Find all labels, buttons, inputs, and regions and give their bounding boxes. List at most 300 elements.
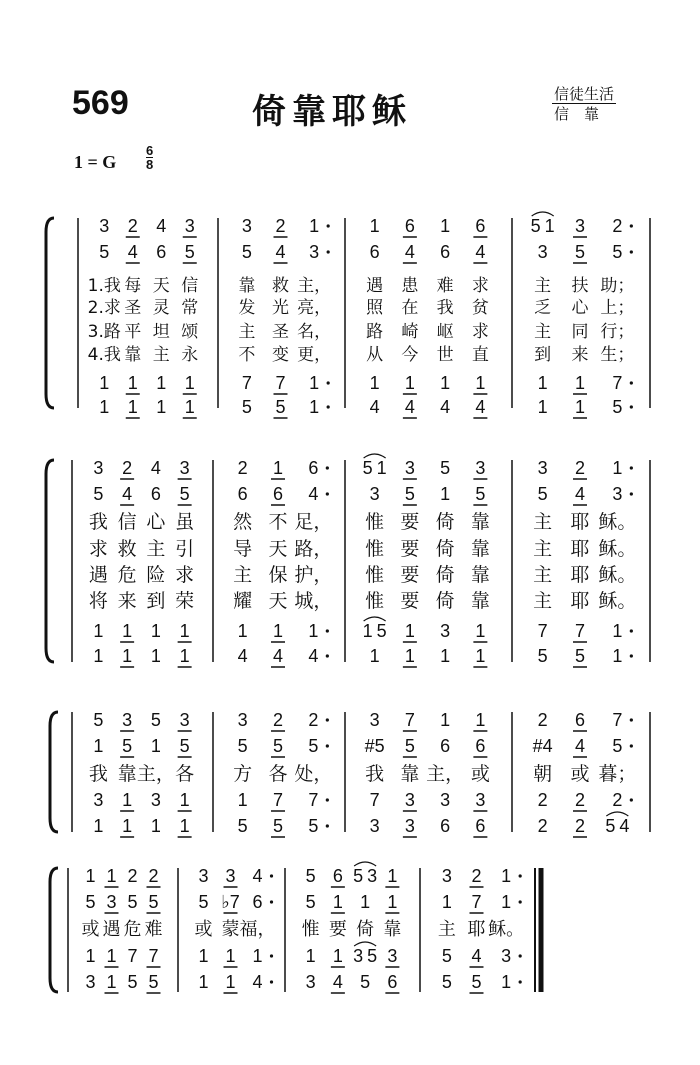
lyric-syllable: 主， — [136, 763, 175, 785]
note-upper: 3 — [93, 458, 104, 478]
note-upper: 2 — [127, 866, 138, 886]
lyric-syllable: 惟 — [365, 511, 385, 533]
lyric-syllable: 要 — [400, 538, 420, 560]
lyric-syllable: 靠 — [124, 345, 142, 365]
note-upper: 4 — [150, 458, 161, 478]
lyric-syllable: 我 — [88, 763, 108, 785]
note-lower: 1 — [404, 621, 415, 641]
note-upper: 3 — [179, 458, 190, 478]
augmentation-dot — [327, 224, 330, 227]
lyric-syllable: 今 — [401, 345, 419, 365]
note-lower: 7 — [148, 946, 159, 966]
note-lower: 1 — [93, 621, 104, 641]
note-lower: 1 — [612, 621, 623, 641]
note-lower2: 4 — [308, 646, 319, 666]
note-upper2: 5 — [127, 892, 138, 912]
lyric-syllable: 主 — [533, 538, 553, 560]
augmentation-dot — [519, 980, 522, 983]
note-lower: 1 — [184, 373, 195, 393]
note-lower: 7 — [275, 373, 286, 393]
lyric-syllable: 将 — [88, 590, 108, 612]
note-upper: 3 — [99, 216, 110, 236]
note-lower2: 1 — [309, 397, 320, 417]
note-upper: 1 — [612, 458, 623, 478]
lyric-syllable: 救 — [272, 276, 289, 296]
augmentation-dot — [630, 744, 633, 747]
time-signature-bottom: 8 — [146, 157, 154, 172]
lyric-syllable: 心 — [571, 298, 589, 318]
note-lower2: 6 — [440, 816, 451, 836]
lyric-syllable: 我 — [88, 511, 108, 533]
note-upper2: 1 — [440, 484, 451, 504]
lyric-syllable: 天 — [152, 276, 170, 296]
note-upper: 3 — [367, 866, 378, 886]
note-lower2: 6 — [475, 816, 486, 836]
note-upper: 3 — [441, 866, 452, 886]
note-upper2: 5 — [122, 736, 133, 756]
lyric-syllable: 稣。 — [598, 511, 637, 533]
note-upper: 6 — [404, 216, 415, 236]
lyric-syllable: 惟 — [365, 590, 385, 612]
note-upper2: 5 — [475, 484, 486, 504]
augmentation-dot — [327, 250, 330, 253]
note-lower2: 1 — [106, 972, 117, 992]
note-lower2: 1 — [184, 397, 195, 417]
note-lower: 1 — [106, 946, 117, 966]
lyric-syllable: 护， — [294, 564, 333, 586]
note-upper: 3 — [241, 216, 252, 236]
note-upper: 3 — [198, 866, 209, 886]
note-upper2: 5 — [148, 892, 159, 912]
note-upper: 3 — [179, 710, 190, 730]
lyric-syllable: 同 — [571, 322, 589, 342]
lyric-syllable: 保 — [268, 564, 288, 586]
lyric-syllable: 路， — [294, 538, 333, 560]
note-lower: 1 — [475, 621, 486, 641]
note-lower2: 5 — [148, 972, 159, 992]
note-upper: 6 — [308, 458, 319, 478]
lyric-syllable: 求 — [175, 564, 195, 586]
note-lower2: 1 — [501, 972, 512, 992]
lyric-syllable: 危 — [117, 564, 137, 586]
lyric-syllable: 城， — [294, 590, 333, 612]
lyric-syllable: 或 — [470, 763, 490, 785]
lyric-syllable: 到 — [534, 345, 552, 365]
lyric-syllable: 稣。 — [598, 538, 637, 560]
lyric-syllable: 虽 — [175, 511, 195, 533]
lyric-syllable: 遇 — [88, 564, 108, 586]
lyric-syllable: 主 — [238, 322, 256, 342]
lyric-syllable: 靠 — [238, 276, 256, 296]
lyric-syllable: 稣。 — [488, 919, 525, 940]
note-upper2: 6 — [237, 484, 248, 504]
note-upper: 2 — [237, 458, 248, 478]
note-upper2: 5 — [404, 484, 415, 504]
lyric-syllable: 求 — [471, 322, 489, 342]
note-upper2: #4 — [532, 736, 553, 756]
note-upper2: 6 — [440, 736, 451, 756]
note-upper: 4 — [252, 866, 263, 886]
note-lower: 1 — [198, 946, 209, 966]
note-lower2: 1 — [122, 816, 133, 836]
lyric-syllable: 暮； — [598, 763, 637, 785]
note-upper: 6 — [574, 710, 586, 730]
lyric-syllable: 耶 — [570, 511, 590, 533]
note-lower: 2 — [574, 790, 586, 810]
note-upper: 5 — [362, 458, 373, 478]
note-upper2: 5 — [179, 484, 190, 504]
lyric-syllable: 主 — [533, 590, 553, 612]
note-lower: 1 — [122, 621, 133, 641]
note-lower2: 1 — [127, 397, 138, 417]
note-upper: 1 — [272, 458, 284, 478]
note-upper: 1 — [106, 866, 117, 886]
note-lower2: 1 — [156, 397, 167, 417]
augmentation-dot — [326, 654, 329, 657]
lyric-syllable: 倚 — [435, 511, 455, 533]
lyric-syllable: 主 — [533, 511, 553, 533]
augmentation-dot — [630, 405, 633, 408]
lyric-syllable: 不 — [268, 511, 288, 533]
augmentation-dot — [270, 954, 273, 957]
lyric-syllable: 耶 — [570, 590, 590, 612]
lyric-syllable: 足， — [294, 511, 333, 533]
lyric-syllable: 世 — [436, 345, 454, 365]
note-lower2: 4 — [252, 972, 263, 992]
lyric-syllable: 直 — [471, 345, 489, 365]
lyric-syllable: 常 — [181, 298, 199, 318]
augmentation-dot — [630, 466, 633, 469]
lyric-syllable: 稣。 — [598, 590, 637, 612]
key-signature: 1 = G — [74, 152, 117, 172]
lyric-syllable: 主 — [437, 919, 456, 940]
lyric-syllable: 光 — [272, 298, 289, 318]
note-lower2: 3 — [404, 816, 415, 836]
note-lower2: 2 — [574, 816, 586, 836]
note-upper: 3 — [475, 458, 486, 478]
lyric-syllable: 来 — [117, 590, 137, 612]
lyric-syllable: 要 — [400, 511, 420, 533]
note-upper: 2 — [122, 458, 133, 478]
lyric-syllable: 靠 — [470, 511, 490, 533]
note-lower: 7 — [612, 373, 623, 393]
note-upper2: 6 — [156, 242, 167, 262]
note-upper2: 5 — [404, 736, 415, 756]
note-upper2: 5 — [237, 736, 248, 756]
lyric-syllable: 主 — [534, 276, 552, 296]
note-upper: 1 — [440, 710, 451, 730]
note-lower: 5 — [367, 946, 378, 966]
note-upper2: 4 — [574, 736, 586, 756]
note-lower2: 5 — [308, 816, 319, 836]
note-upper2: 6 — [369, 242, 380, 262]
lyric-syllable: 或 — [570, 763, 590, 785]
note-upper: 1 — [369, 216, 380, 236]
note-lower2: 3 — [369, 816, 380, 836]
lyric-syllable: 要 — [328, 919, 347, 940]
note-lower: 5 — [376, 621, 387, 641]
augmentation-dot — [326, 629, 329, 632]
note-upper: 5 — [353, 866, 364, 886]
lyric-syllable: 靠 — [383, 919, 402, 940]
note-upper: 3 — [404, 458, 415, 478]
note-upper: 2 — [148, 866, 159, 886]
note-lower: 1 — [309, 373, 320, 393]
lyric-syllable: 坦 — [152, 322, 170, 342]
note-lower2: 1 — [99, 397, 110, 417]
note-upper: 5 — [440, 458, 451, 478]
note-upper: 2 — [308, 710, 319, 730]
note-lower: 1 — [369, 373, 380, 393]
note-lower: 7 — [272, 790, 284, 810]
lyric-syllable: 崎 — [401, 322, 419, 342]
augmentation-dot — [327, 405, 330, 408]
note-lower2: 1 — [179, 816, 190, 836]
note-upper: 2 — [275, 216, 286, 236]
note-lower2: 5 — [237, 816, 248, 836]
note-upper: 1 — [544, 216, 555, 236]
lyric-syllable: 朝 — [533, 763, 553, 785]
lyric-syllable: 贫 — [471, 298, 489, 318]
note-lower: 1 — [225, 946, 236, 966]
lyric-syllable: 天 — [268, 590, 288, 612]
lyric-syllable: 稣。 — [598, 564, 637, 586]
note-upper: 7 — [404, 710, 415, 730]
augmentation-dot — [326, 798, 329, 801]
augmentation-dot — [630, 224, 633, 227]
hymn-title: 倚靠耶稣 — [252, 92, 412, 132]
note-upper2: 3 — [369, 484, 380, 504]
lyric-syllable: 耀 — [233, 590, 253, 612]
lyric-syllable: 倚 — [435, 538, 455, 560]
note-lower2: 1 — [179, 646, 190, 666]
note-lower2: 5 — [574, 646, 586, 666]
note-upper2: 6 — [440, 242, 451, 262]
note-upper2: 1 — [387, 892, 398, 912]
note-lower: 1 — [156, 373, 167, 393]
note-upper2: 4 — [275, 242, 286, 262]
lyric-syllable: 倚 — [435, 590, 455, 612]
system-bracket — [50, 868, 58, 992]
note-upper: 3 — [237, 710, 248, 730]
note-upper: 1 — [387, 866, 398, 886]
note-upper: 3 — [537, 458, 548, 478]
note-upper2: 1 — [501, 892, 512, 912]
note-upper: 2 — [272, 710, 284, 730]
lyric-syllable: 然 — [233, 511, 253, 533]
note-lower: 7 — [369, 790, 380, 810]
lyric-syllable: 永 — [181, 345, 199, 365]
note-upper2: 1 — [332, 892, 343, 912]
note-upper: 2 — [537, 710, 548, 730]
note-upper2: 6 — [252, 892, 263, 912]
note-lower2: 4 — [475, 397, 486, 417]
augmentation-dot — [519, 900, 522, 903]
note-lower: 1 — [85, 946, 96, 966]
lyric-syllable: 信 — [117, 511, 137, 533]
system-bracket — [46, 218, 54, 408]
lyric-syllable: 我 — [365, 763, 385, 785]
note-upper: 4 — [156, 216, 167, 236]
lyric-syllable: 灵 — [152, 298, 170, 318]
note-lower2: 5 — [272, 816, 284, 836]
note-upper: 1 — [440, 216, 451, 236]
note-upper2: ♭7 — [221, 892, 240, 912]
note-upper2: 4 — [308, 484, 319, 504]
note-upper: 1 — [501, 866, 512, 886]
note-lower: 3 — [501, 946, 512, 966]
lyric-syllable: 发 — [238, 298, 256, 318]
note-lower2: 1 — [612, 646, 623, 666]
lyric-syllable: 方 — [233, 763, 253, 785]
lyric-syllable: 平 — [124, 322, 142, 342]
note-upper: 2 — [574, 458, 586, 478]
lyric-syllable: 靠 — [470, 564, 490, 586]
note-lower: 1 — [252, 946, 263, 966]
note-lower2: 1 — [150, 816, 161, 836]
lyric-syllable: 救 — [117, 538, 137, 560]
note-lower2: 1 — [93, 816, 104, 836]
note-upper: 1 — [309, 216, 320, 236]
augmentation-dot — [270, 900, 273, 903]
lyric-syllable: 难 — [144, 919, 163, 940]
note-upper: 3 — [122, 710, 133, 730]
note-upper: 5 — [530, 216, 541, 236]
lyric-syllable: 照 — [366, 298, 384, 318]
note-upper: 2 — [612, 216, 623, 236]
note-upper2: 3 — [309, 242, 320, 262]
note-lower2: 4 — [404, 397, 415, 417]
note-lower: 1 — [475, 373, 486, 393]
note-lower2: 1 — [198, 972, 209, 992]
note-lower: 1 — [574, 373, 586, 393]
lyric-syllable: 患 — [401, 276, 419, 296]
note-lower: 1 — [362, 621, 373, 641]
note-upper2: 4 — [574, 484, 586, 504]
note-upper: 7 — [612, 710, 623, 730]
note-lower: 4 — [471, 946, 482, 966]
augmentation-dot — [326, 492, 329, 495]
note-upper2: 6 — [272, 484, 284, 504]
note-upper2: 4 — [127, 242, 138, 262]
lyric-syllable: 圣 — [272, 322, 289, 342]
time-signature-top: 6 — [146, 143, 154, 158]
lyric-syllable: 岖 — [436, 322, 454, 342]
note-lower: 1 — [404, 373, 415, 393]
note-lower2: 6 — [387, 972, 398, 992]
note-upper: 3 — [574, 216, 586, 236]
note-upper2: 5 — [305, 892, 316, 912]
note-lower: 3 — [387, 946, 398, 966]
augmentation-dot — [630, 492, 633, 495]
note-upper2: 5 — [198, 892, 209, 912]
augmentation-dot — [326, 744, 329, 747]
lyric-syllable: 各 — [268, 763, 288, 785]
note-upper2: 3 — [537, 242, 548, 262]
note-upper2: 1 — [441, 892, 452, 912]
augmentation-dot — [519, 954, 522, 957]
augmentation-dot — [270, 874, 273, 877]
note-upper2: 5 — [574, 242, 586, 262]
lyric-syllable: 福， — [239, 919, 276, 940]
lyric-syllable: 天 — [268, 538, 288, 560]
note-lower2: 5 — [360, 972, 371, 992]
note-lower2: 3 — [305, 972, 316, 992]
note-upper2: 5 — [537, 484, 548, 504]
lyric-syllable: 亮， — [297, 298, 332, 318]
note-upper: 1 — [475, 710, 486, 730]
note-upper2: 6 — [150, 484, 161, 504]
augmentation-dot — [326, 824, 329, 827]
lyric-syllable: 我 — [436, 298, 454, 318]
note-lower2: 4 — [332, 972, 343, 992]
note-lower2: 1 — [150, 646, 161, 666]
note-lower2: 1 — [440, 646, 451, 666]
lyric-syllable: 惟 — [365, 564, 385, 586]
lyric-syllable: 靠 — [470, 538, 490, 560]
note-upper2: 5 — [93, 484, 104, 504]
note-upper2: #5 — [364, 736, 385, 756]
note-upper: 5 — [93, 710, 104, 730]
note-upper2: 5 — [612, 736, 623, 756]
augmentation-dot — [630, 629, 633, 632]
note-lower: 1 — [272, 621, 284, 641]
augmentation-dot — [630, 654, 633, 657]
lyric-syllable: 扶 — [571, 276, 589, 296]
note-upper2: 3 — [612, 484, 623, 504]
lyric-syllable: 导 — [233, 538, 253, 560]
note-upper2: 5 — [272, 736, 284, 756]
lyric-syllable: 生； — [600, 345, 635, 365]
lyric-syllable: 耶 — [570, 538, 590, 560]
augmentation-dot — [270, 980, 273, 983]
note-lower2: 1 — [93, 646, 104, 666]
lyric-syllable: 每 — [124, 276, 142, 296]
lyric-syllable: 主 — [152, 345, 170, 365]
note-upper2: 5 — [184, 242, 195, 262]
lyric-syllable: 或 — [81, 919, 100, 940]
note-lower: 7 — [537, 621, 548, 641]
lyric-syllable: 惟 — [301, 919, 320, 940]
note-upper2: 5 — [612, 242, 623, 262]
note-lower2: 5 — [612, 397, 623, 417]
note-upper2: 1 — [93, 736, 104, 756]
note-upper: 5 — [305, 866, 316, 886]
note-upper2: 5 — [308, 736, 319, 756]
lyric-syllable: 险 — [146, 564, 166, 586]
note-upper2: 4 — [475, 242, 486, 262]
note-lower2: 5 — [275, 397, 286, 417]
note-lower: 1 — [237, 621, 248, 641]
lyric-syllable: 在 — [401, 298, 419, 318]
lyric-syllable: 主， — [426, 763, 465, 785]
lyric-syllable: 心 — [146, 511, 166, 533]
lyric-syllable: 各 — [175, 763, 195, 785]
lyric-syllable: 或 — [194, 919, 213, 940]
note-lower: 1 — [179, 790, 190, 810]
lyric-syllable: 信 — [181, 276, 199, 296]
lyric-syllable: 惟 — [365, 538, 385, 560]
note-lower2: 4 — [440, 397, 451, 417]
source-line-category: 信徒生活 — [554, 85, 615, 103]
lyric-syllable: 求 — [88, 538, 108, 560]
note-upper: 2 — [127, 216, 138, 236]
note-upper2: 6 — [475, 736, 486, 756]
note-upper: 6 — [475, 216, 486, 236]
note-lower: 1 — [99, 373, 110, 393]
lyric-syllable: 处， — [294, 763, 333, 785]
lyric-syllable: 危 — [123, 919, 142, 940]
